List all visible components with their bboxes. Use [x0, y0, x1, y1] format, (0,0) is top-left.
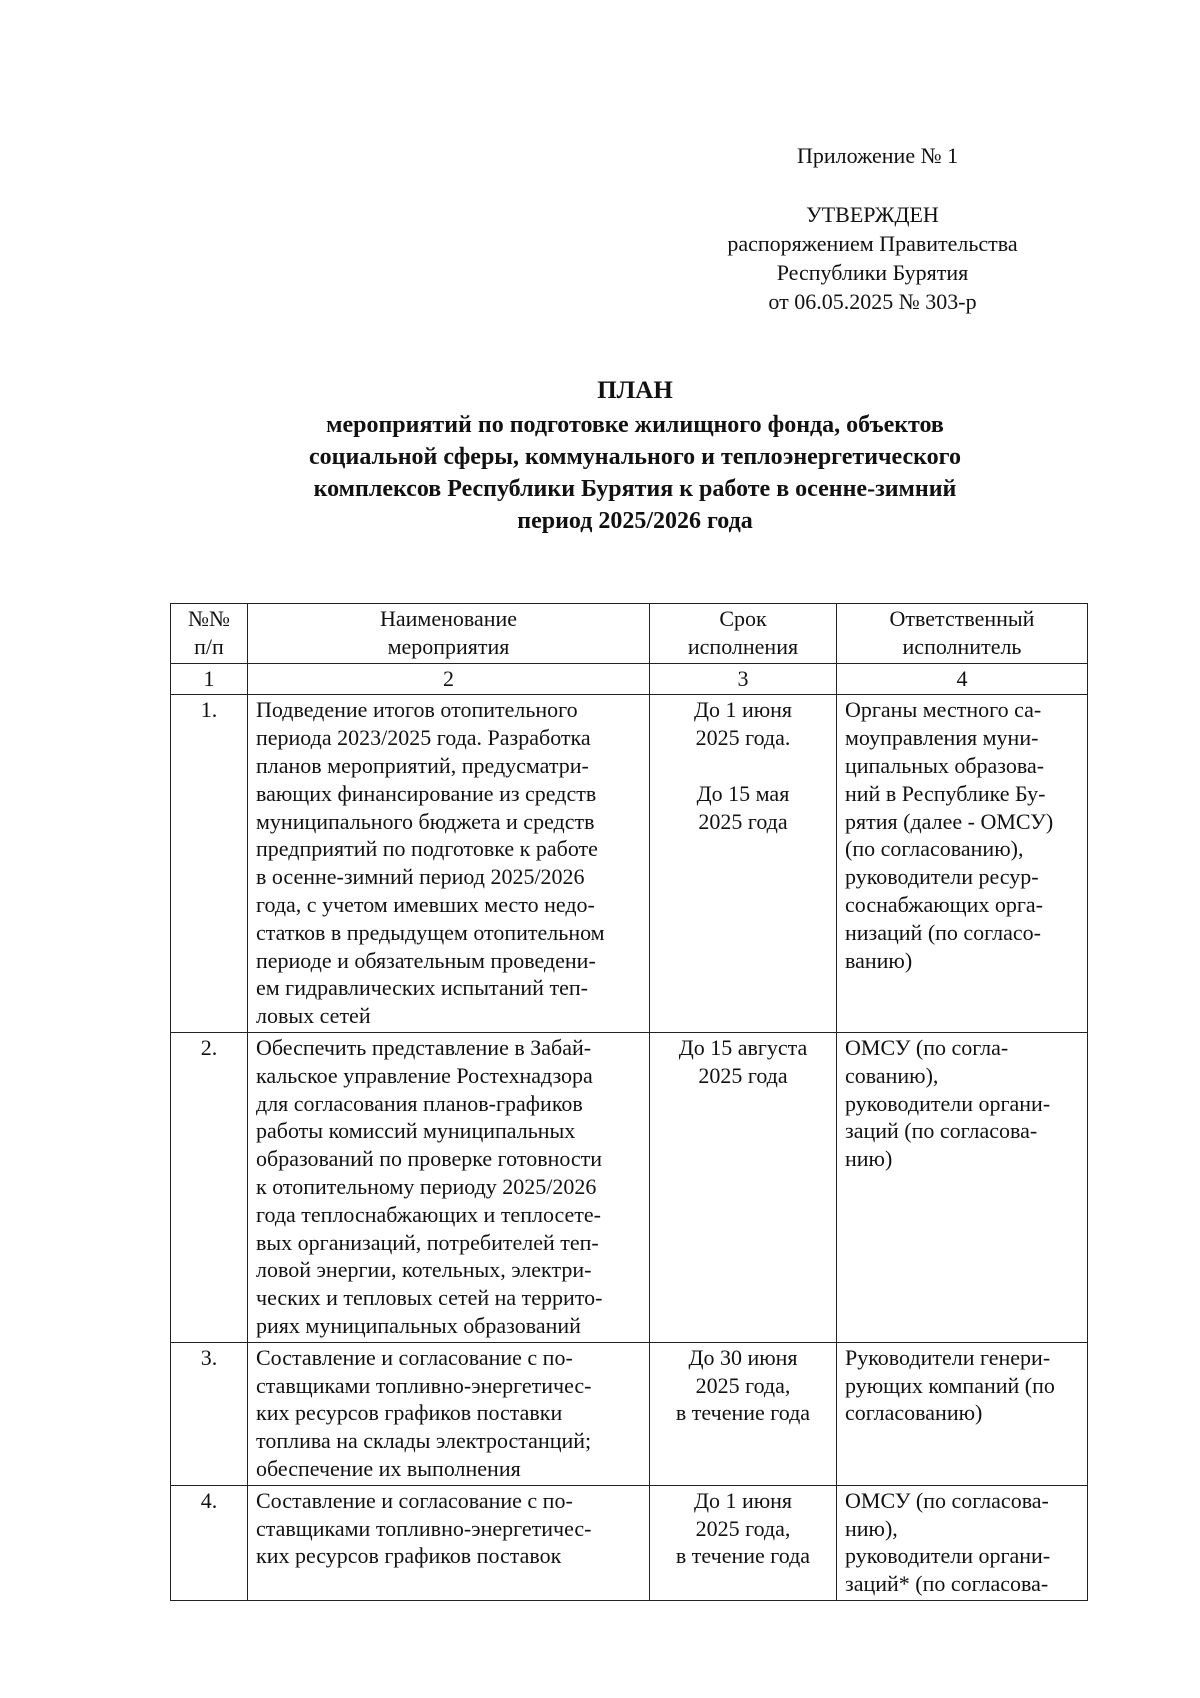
column-number: 1	[171, 663, 248, 695]
cell-line: ставщиками топливно-энергетичес-	[256, 1372, 592, 1398]
cell-line: ких ресурсов графиков поставок	[256, 1543, 562, 1569]
cell-line: в течение года	[675, 1543, 811, 1569]
cell-line: ОМСУ (по согла-	[845, 1034, 1009, 1060]
activity-name	[248, 1032, 650, 1342]
cell-line: для согласования планов-графиков	[256, 1090, 583, 1116]
approval-line: распоряжением Правительства	[727, 231, 1018, 256]
cell-line: низаций (по согласо-	[845, 919, 1041, 945]
cell-line: Органы местного са-	[845, 697, 1042, 723]
cell-line: ловой энергии, котельных, электри-	[256, 1257, 592, 1283]
activity-name	[248, 1485, 650, 1600]
cell-line: Составление и согласование с по-	[256, 1487, 573, 1513]
cell-line: До 1 июня	[693, 1487, 793, 1513]
line-gap	[654, 752, 832, 780]
row-number: 3.	[171, 1342, 248, 1485]
cell-line: руководители ресур-	[845, 864, 1039, 890]
cell-line: Руководители генери-	[845, 1344, 1051, 1370]
deadline	[650, 1032, 837, 1342]
cell-line: статков в предыдущем отопительном	[256, 919, 605, 945]
cell-line: ципальных образова-	[845, 752, 1045, 778]
cell-line: образований по проверке готовности	[256, 1146, 603, 1172]
cell-line: Обеспечить представление в Забай-	[256, 1034, 592, 1060]
cell-line: заций (по согласова-	[845, 1118, 1038, 1144]
document-title	[160, 375, 1110, 537]
cell-line: согласованию)	[845, 1400, 983, 1426]
header-cell-number	[171, 604, 248, 664]
cell-line: планов мероприятий, предусматри-	[256, 752, 589, 778]
header-text: Срок	[719, 606, 767, 631]
cell-line: Подведение итогов отопительного	[256, 697, 578, 723]
cell-line: ОМСУ (по согласова-	[845, 1487, 1049, 1513]
cell-line: года теплоснабжающих и теплосете-	[256, 1201, 601, 1227]
table-row	[171, 1342, 1088, 1485]
activity-name	[248, 1342, 650, 1485]
cell-line: топлива на склады электростанций;	[256, 1428, 592, 1454]
cell-line: периода 2023/2025 года. Разработка	[256, 725, 591, 751]
cell-line: года, с учетом имевших место недо-	[256, 891, 595, 917]
cell-line: рующих компаний (по	[845, 1372, 1055, 1398]
responsible-executor	[837, 1342, 1088, 1485]
approval-stamp	[700, 200, 1045, 316]
cell-line: руководители органи-	[845, 1543, 1051, 1569]
cell-line: ловых сетей	[256, 1003, 371, 1029]
header-cell-responsible	[837, 604, 1088, 664]
appendix-label: Приложение № 1	[797, 143, 959, 168]
approval-line: от 06.05.2025 № 303-р	[768, 289, 977, 314]
cell-line: До 1 июня	[693, 697, 793, 723]
activity-name	[248, 695, 650, 1033]
cell-line: Составление и согласование с по-	[256, 1344, 573, 1370]
plan-table-body	[171, 604, 1088, 1601]
approval-line: УТВЕРЖДЕН	[806, 202, 939, 227]
cell-line: 2025 года,	[695, 1515, 791, 1541]
header-text: Наименование	[379, 606, 518, 631]
cell-line: 2025 года	[698, 1062, 788, 1088]
header-text: №№	[188, 606, 230, 631]
cell-line: соснабжающих орга-	[845, 891, 1043, 917]
cell-line: ем гидравлических испытаний теп-	[256, 975, 588, 1001]
header-text: Ответственный	[889, 606, 1035, 631]
cell-line: риях муниципальных образований	[256, 1312, 581, 1338]
cell-line: в течение года	[675, 1400, 811, 1426]
responsible-executor	[837, 1032, 1088, 1342]
cell-line: руководители органи-	[845, 1090, 1051, 1116]
responsible-executor	[837, 1485, 1088, 1600]
deadline	[650, 695, 837, 1033]
cell-line: До 15 августа	[678, 1034, 808, 1060]
title-line: мероприятий по подготовке жилищного фонда, объектов	[326, 412, 944, 438]
header-cell-name	[248, 604, 650, 664]
cell-line: работы комиссий муниципальных	[256, 1118, 576, 1144]
deadline	[650, 1342, 837, 1485]
cell-line: нию),	[845, 1515, 898, 1541]
cell-line: ний в Республике Бу-	[845, 780, 1046, 806]
cell-line: ванию)	[845, 947, 913, 973]
column-number-row	[171, 663, 1088, 695]
cell-line: ческих и тепловых сетей на террито-	[256, 1285, 603, 1311]
title-line: период 2025/2026 года	[517, 508, 753, 534]
cell-line: моуправления муни-	[845, 725, 1039, 751]
cell-line: обеспечение их выполнения	[256, 1455, 521, 1481]
header-cell-term	[650, 604, 837, 664]
cell-line: предприятий по подготовке к работе	[256, 836, 598, 862]
cell-line: заций* (по согласова-	[845, 1571, 1049, 1597]
row-number: 2.	[171, 1032, 248, 1342]
table-row	[171, 1032, 1088, 1342]
cell-line: 2025 года	[698, 808, 788, 834]
cell-line: кальское управление Ростехнадзора	[256, 1062, 593, 1088]
cell-line: нию)	[845, 1146, 893, 1172]
title-line: социальной сферы, коммунального и теплоэнергетического	[309, 444, 961, 470]
cell-line: 2025 года.	[695, 725, 791, 751]
deadline	[650, 1485, 837, 1600]
cell-line: муниципального бюджета и средств	[256, 808, 595, 834]
table-row	[171, 695, 1088, 1033]
header-text: п/п	[194, 633, 224, 659]
cell-line: в осенне-зимний период 2025/2026	[256, 864, 585, 890]
cell-line: ставщиками топливно-энергетичес-	[256, 1515, 592, 1541]
header-text: исполнитель	[902, 633, 1022, 659]
cell-line: периоде и обязательным проведени-	[256, 947, 596, 973]
cell-line: 2025 года,	[695, 1372, 791, 1398]
column-number: 3	[650, 663, 837, 695]
title-subtitle	[160, 409, 1110, 537]
header-text: мероприятия	[387, 633, 510, 659]
header-row	[171, 604, 1088, 664]
cell-line: вающих финансирование из средств	[256, 780, 597, 806]
cell-line: ких ресурсов графиков поставки	[256, 1400, 563, 1426]
cell-line: До 30 июня	[688, 1344, 798, 1370]
cell-line: к отопительному периоду 2025/2026	[256, 1173, 597, 1199]
cell-line: (по согласованию),	[845, 836, 1024, 862]
responsible-executor	[837, 695, 1088, 1033]
title-line: комплексов Республики Бурятия к работе в осенне-зимний	[313, 476, 957, 502]
plan-table	[170, 603, 1088, 1601]
title-head: ПЛАН	[597, 377, 673, 404]
cell-line: вых организаций, потребителей теп-	[256, 1229, 599, 1255]
approval-line: Республики Бурятия	[776, 260, 969, 285]
row-number: 4.	[171, 1485, 248, 1600]
column-number: 2	[248, 663, 650, 695]
table-row	[171, 1485, 1088, 1600]
cell-line: До 15 мая	[696, 780, 790, 806]
header-text: исполнения	[687, 633, 799, 659]
cell-line: сованию),	[845, 1062, 939, 1088]
row-number: 1.	[171, 695, 248, 1033]
column-number: 4	[837, 663, 1088, 695]
cell-line: рятия (далее - ОМСУ)	[845, 808, 1054, 834]
